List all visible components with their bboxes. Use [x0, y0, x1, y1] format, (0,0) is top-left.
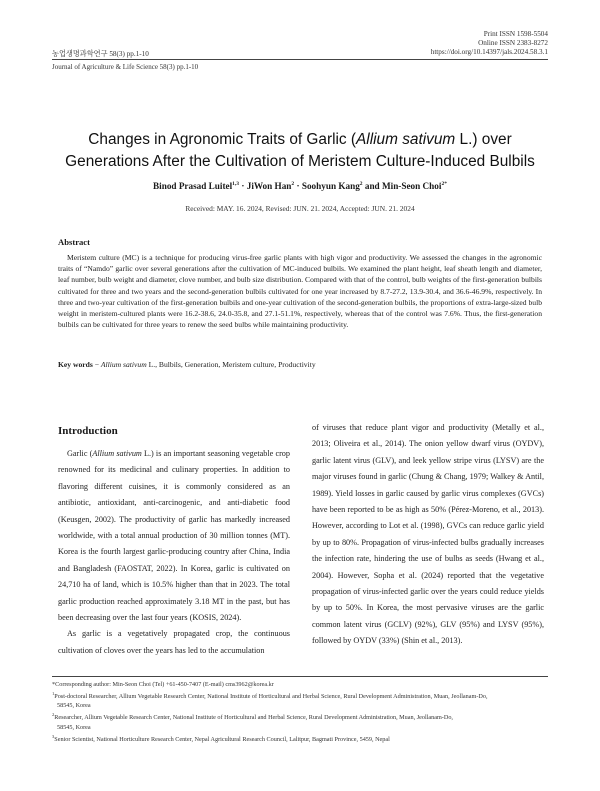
- abstract-heading: Abstract: [58, 237, 90, 247]
- species-name: Allium sativum: [92, 449, 142, 458]
- journal-korean: 농업생명과학연구 58(3) pp.1-10: [52, 49, 149, 58]
- intro-paragraph-2: As garlic is a vegetatively propagated crop, the continuous cultivation of cloves over the years has led to the accumulation: [58, 629, 290, 655]
- submission-dates: Received: MAY. 16. 2024, Revised: JUN. 21. 2024, Accepted: JUN. 21. 2024: [185, 204, 415, 213]
- online-issn: Online ISSN 2383-8272: [478, 39, 548, 48]
- author-affiliation: 2: [291, 181, 295, 187]
- left-column: [58, 446, 290, 659]
- footnote-2: [52, 710, 548, 722]
- keywords: [58, 359, 542, 370]
- header-rule: [52, 59, 548, 60]
- author-separator: ·: [239, 181, 247, 192]
- right-column: [312, 420, 544, 650]
- footnote-1-cont: 58545, Korea: [57, 702, 91, 710]
- title-species: Allium sativum: [356, 131, 456, 148]
- section-heading-introduction: Introduction: [58, 425, 118, 437]
- footnotes: [52, 680, 548, 744]
- author-affiliation: 2: [359, 181, 363, 187]
- intro-paragraph-1: [58, 446, 290, 626]
- title-line-1: [40, 129, 560, 151]
- title-line-2: Generations After the Cultivation of Meristem Culture-Induced Bulbils: [65, 153, 535, 170]
- paper-title: [40, 129, 560, 173]
- text-run: Garlic (: [67, 449, 93, 458]
- keyword-species: Allium sativum: [100, 360, 147, 369]
- footnote-marker: 1: [52, 691, 55, 697]
- author-name: JiWon Han: [246, 181, 292, 192]
- title-part: L.) over: [455, 131, 512, 148]
- author-affiliation: 1,3: [232, 181, 240, 187]
- footnote-marker: 3: [52, 733, 55, 739]
- author-list: [40, 181, 560, 191]
- author-affiliation: 2*: [441, 181, 447, 187]
- abstract-text: Meristem culture (MC) is a technique for producing virus-free garlic plants with high vigor and productivity. We assessed the changes in the agronomic traits of “Namdo” garlic over several generations after the cultivation of MC-induced bulbils. We examined the plant height, leaf sheath length and diameter, leaf number, bulb weight and diameter, clove number, and bulb size distribution. Compared with that of the control, bulb weights of the first-generation bulbils cultivated for three and two years and the second-generation bulbils cultivated for one year increased by 8.7-27.2, 13.9-30.4, and 36.6-46.9%, respectively. In three and two-year cultivation of the first-generation bulbils and one-year cultivation of the second-generation bulbils, the proportions of extra-large-sized bulb weight in meristem-cultured plants were 16.2-38.6, 24.0-35.8, and 27.1-51.1%, respectively, whereas that of the control was 7.6%. Thus, the first-generation bulbils can be cultivated for three years to renew the seed bulbs while maintaining productivity.: [58, 253, 542, 330]
- journal-english: Journal of Agriculture & Life Science 58(3) pp.1-10: [52, 63, 199, 71]
- footnote-3: [52, 732, 548, 744]
- issn-block: [431, 30, 548, 58]
- corresponding-author: *Corresponding author: Min-Seon Choi (Tel) +61-450-7407 (E-mail) cms3962@korea.kr: [52, 681, 274, 688]
- intro-paragraph-3: of viruses that reduce plant vigor and productivity (Metally et al., 2013; Oliveira et al., 2014). The onion yellow dwarf virus (OYDV), garlic latent virus (GLV), and leek yellow stripe virus (LYSV) are the major viruses found in garlic (Chung & Chang, 1979; Walkey & Antil, 1989). Yield losses in garlic caused by garlic virus complexes (GVCs) have been reported to be as high as 50% (Pérez-Moreno, et al., 2013). However, according to Lot et al. (1998), GVCs can reduce garlic yield by up to 80%. Propagation of virus-infected bulbs gradually increases the infection rate, hindering the use of bulbs as seeds (Hwang et al., 2004). However, Sopha et al. (2024) reported that the vegetative propagation of virus-infected garlic over the years could reduce yields by up to 50%. In Korea, the most pervasive viruses are the garlic common latent virus (GCLV) (92%), GLV (95%) and LYSV (95%), followed by OYDV (33%) (Shin et al., 2013).: [312, 423, 544, 646]
- author-name: Min-Seon Choi: [381, 181, 442, 192]
- text-run: L.) is an important seasoning vegetable crop renowned for its medicinal and culinary properties. In addition to flavoring different cuisines, it is commonly considered as an antibiotic, antioxidant, anti-carcinogenic, and anti-diabetic food (Keusgen, 2002). The productivity of garlic has markedly increased worldwide, with a total annual production of 30 million tonnes (MT). Korea is the fourth largest garlic-producing country after China, India and Bangladesh (FAOSTAT, 2022). In Korea, garlic is cultivated on 24,710 ha of land, which is 10.5% higher than that in 2023. The total garlic production reached approximately 3.18 MT in the past, but has been decreasing over the last four years (KOSIS, 2024).: [58, 449, 290, 623]
- footnote-text: Post-doctoral Researcher, Allium Vegetable Research Center, National Institute of Horticultural and Herbal Science, Rural Development Administration, Muan, Jeollanam-Do,: [54, 693, 488, 701]
- footnote-1: [52, 689, 548, 701]
- footnote-text: Senior Scientist, National Horticulture Research Center, Nepal Agricultural Research Council, Lalitpur, Bagmati Province, 5459, Nepal: [54, 735, 390, 743]
- footnote-2-cont: 58545, Korea: [57, 723, 91, 731]
- keywords-dash: −: [92, 360, 101, 369]
- footnote-text: Researcher, Allium Vegetable Research Center, National Institute of Horticultural and Herbal Science, Rural Development Administration, Muan, Jeollanam-Do,: [54, 714, 453, 722]
- author-name: Soohyun Kang: [301, 181, 360, 192]
- title-part: Changes in Agronomic Traits of Garlic (: [88, 131, 357, 148]
- keywords-list: L., Bulbils, Generation, Meristem culture, Productivity: [146, 360, 316, 369]
- doi-link[interactable]: https://doi.org/10.14397/jals.2024.58.3.1: [430, 48, 548, 57]
- print-issn: Print ISSN 1598-5504: [483, 30, 548, 38]
- author-separator: ·: [294, 181, 302, 192]
- footnote-rule: [52, 676, 548, 677]
- footnote-marker: 2: [52, 712, 55, 718]
- author-name: Binod Prasad Luitel: [153, 181, 233, 192]
- keywords-label: Key words: [58, 360, 93, 369]
- author-separator: and: [362, 181, 382, 192]
